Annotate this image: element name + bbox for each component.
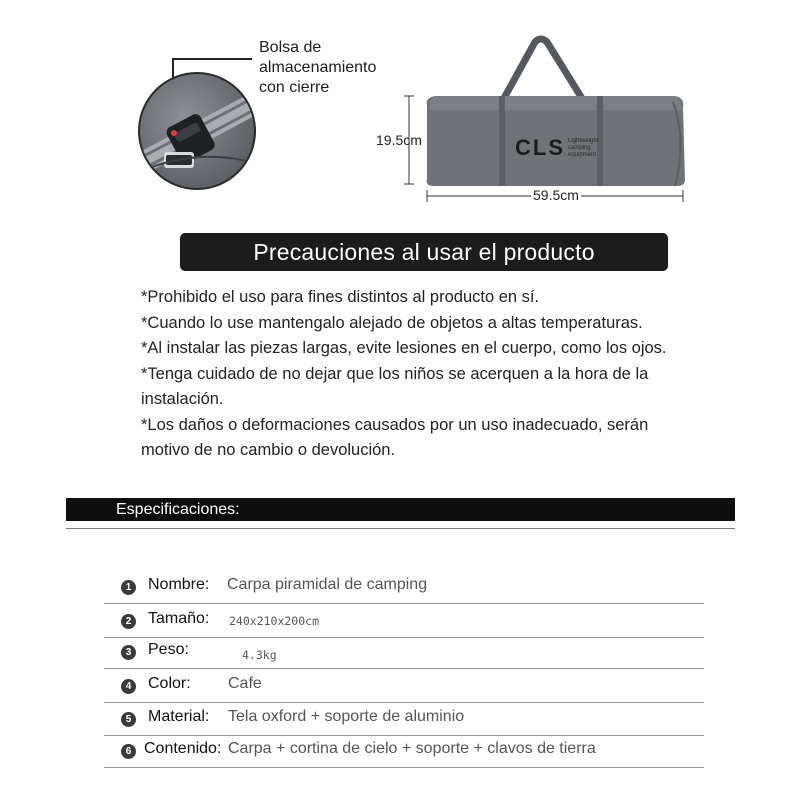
bag-brand-sub: camping (568, 145, 591, 151)
spec-number-badge: 1 (121, 580, 136, 595)
buckle-icon (140, 74, 256, 190)
spec-label: Nombre: (148, 576, 210, 593)
spec-row-divider (104, 702, 704, 703)
precaution-item: *Los daños o deformaciones causados por un uso inadecuado, serán motivo de no cambio o devolución. (141, 415, 649, 459)
precaution-item: *Prohibido el uso para fines distintos al producto en sí. (141, 288, 540, 306)
spec-label: Tamaño: (148, 610, 210, 627)
spec-row-material (104, 704, 704, 736)
spec-value: Cafe (228, 675, 262, 692)
precautions-list (141, 285, 701, 464)
spec-value: Carpa piramidal de camping (227, 576, 428, 593)
caption-line: Bolsa de (259, 39, 322, 56)
spec-label: Contenido: (144, 740, 222, 757)
bag-height-label: 19.5cm (376, 132, 422, 148)
spec-value: 240x210x200cm (229, 614, 320, 628)
spec-number-badge: 5 (121, 712, 136, 727)
spec-label: Color: (148, 675, 191, 692)
spec-row-divider (104, 767, 704, 768)
bag-brand-sub: Lightweight (568, 138, 599, 144)
bag-brand-logo: CLS (515, 135, 565, 160)
zipper-detail-image (138, 72, 256, 190)
spec-row-name (104, 572, 704, 604)
spec-number-badge: 4 (121, 679, 136, 694)
spec-row-color (104, 671, 704, 703)
spec-label: Peso: (148, 641, 189, 658)
spec-row-divider (104, 668, 704, 669)
precaution-item: *Cuando lo use mantengalo alejado de objetos a altas temperaturas. (141, 313, 643, 332)
specs-divider (66, 528, 735, 529)
precautions-title: Precauciones al usar el producto (180, 233, 668, 271)
spec-row-size (104, 606, 704, 638)
spec-row-contents (104, 736, 704, 768)
spec-row-divider (104, 603, 704, 604)
spec-number-badge: 3 (121, 645, 136, 660)
specs-title: Especificaciones: (66, 498, 735, 521)
bag-width-label: 59.5cm (533, 187, 579, 203)
zipper-caption (259, 38, 409, 98)
spec-value: Tela oxford + soporte de aluminio (228, 708, 465, 725)
caption-pointer (172, 58, 252, 60)
spec-number-badge: 6 (121, 744, 136, 759)
spec-label: Material: (148, 708, 210, 725)
bag-brand-sub: equipment (568, 152, 597, 158)
precaution-item: *Al instalar las piezas largas, evite lesiones en el cuerpo, como los ojos. (141, 339, 667, 357)
spec-row-weight (104, 637, 704, 669)
spec-number-badge: 2 (121, 614, 136, 629)
caption-line: almacenamiento (259, 59, 377, 76)
caption-line: con cierre (259, 79, 330, 96)
precaution-item: *Tenga cuidado de no dejar que los niños se acerquen a la hora de la instalación. (141, 364, 649, 408)
spec-value: 4.3kg (242, 648, 277, 662)
spec-value: Carpa + cortina de cielo + soporte + clavos de tierra (228, 740, 596, 757)
